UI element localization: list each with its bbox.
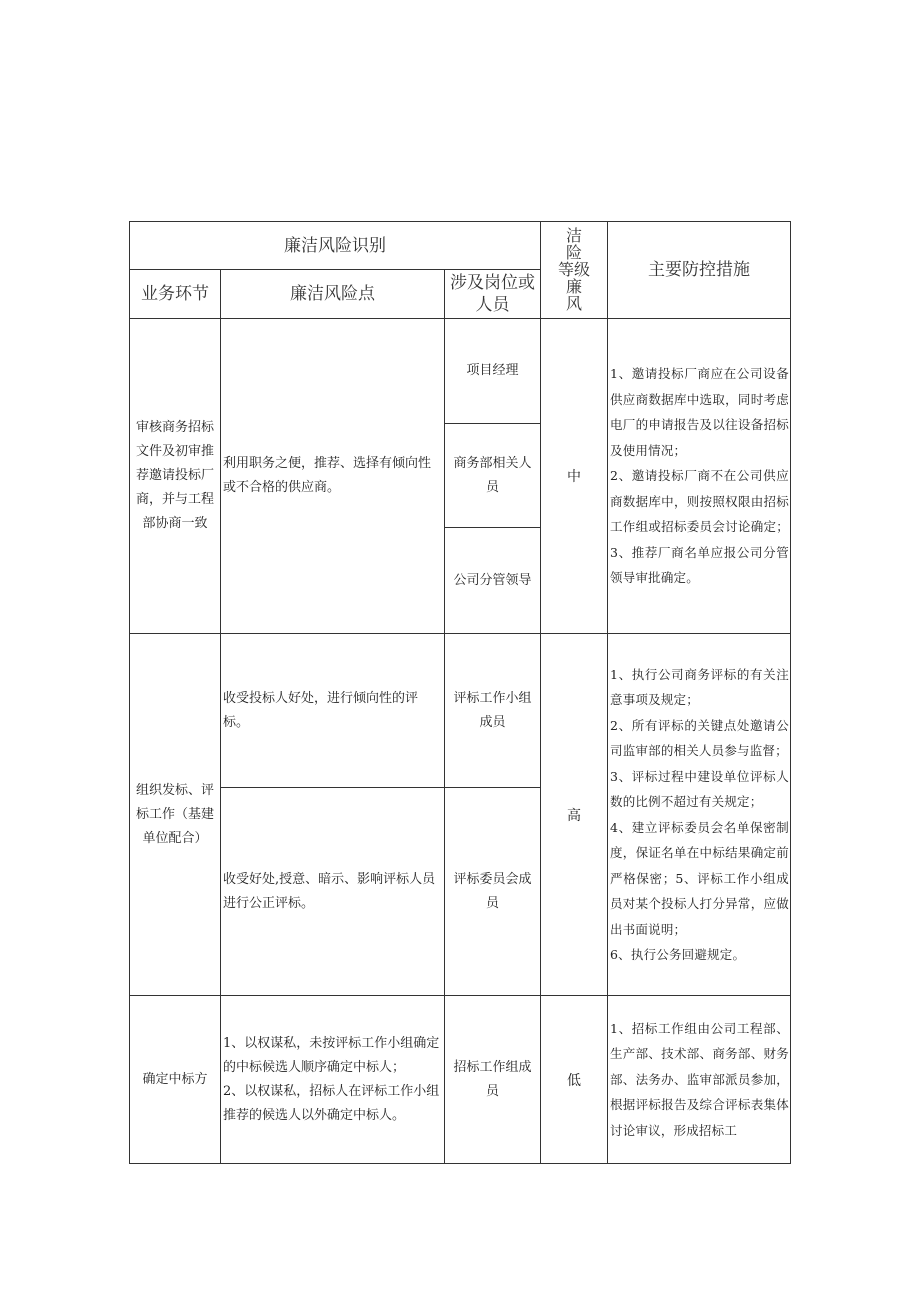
- measure-item: 4、建立评标委员会名单保密制度，保证名单在中标结果确定前严格保密；5、评标工作小组成员对某个投标人打分异常，应做出书面说明；: [610, 819, 790, 937]
- level-header-line: 等级: [558, 260, 591, 279]
- measures-cell: [608, 319, 791, 634]
- position-cell: 评标工作小组成员: [445, 634, 541, 788]
- level-header-line: 廉: [566, 277, 583, 296]
- header-group-title: 廉洁风险识别: [130, 222, 541, 270]
- business-step: 组织发标、评标工作（基建单位配合）: [130, 634, 221, 996]
- measure-item: 1、招标工作组由公司工程部、生产部、技术部、商务部、财务部、法务办、监审部派员参加，根据评标报告及综合评标表集体讨论审议，形成招标工: [610, 1020, 790, 1138]
- measures-cell: [608, 634, 791, 996]
- position-cell: 商务部相关人员: [445, 424, 541, 528]
- measure-item: 2、所有评标的关键点处邀请公司监审部的相关人员参与监督；: [610, 717, 790, 758]
- header-business: 业务环节: [130, 270, 221, 319]
- risk-point: [221, 996, 445, 1164]
- risk-line: 2、以权谋私，招标人在评标工作小组推荐的候选人以外确定中标人。: [223, 1083, 440, 1123]
- risk-table: [129, 221, 791, 1164]
- level-header-line: 洁: [566, 226, 583, 245]
- business-step: 审核商务招标文件及初审推荐邀请投标厂商，并与工程部协商一致: [130, 319, 221, 634]
- header-position: 涉及岗位或人员: [445, 270, 541, 319]
- risk-level: 高: [541, 634, 608, 996]
- header-measures: 主要防控措施: [608, 222, 791, 319]
- header-risk-level: [541, 222, 608, 319]
- position-cell: 项目经理: [445, 319, 541, 424]
- level-header-line: 风: [566, 294, 583, 313]
- risk-level: 低: [541, 996, 608, 1164]
- risk-point: 收受投标人好处，进行倾向性的评标。: [221, 634, 445, 788]
- measures-cell: [608, 996, 791, 1164]
- risk-line: 1、以权谋私，未按评标工作小组确定的中标候选人顺序确定中标人；: [223, 1035, 440, 1075]
- risk-point: 利用职务之便，推荐、选择有倾向性或不合格的供应商。: [221, 319, 445, 634]
- risk-level: 中: [541, 319, 608, 634]
- level-header-line: 险: [566, 243, 583, 262]
- business-step: 确定中标方: [130, 996, 221, 1164]
- header-risk-point: 廉洁风险点: [221, 270, 445, 319]
- measure-item: 1、执行公司商务评标的有关注意事项及规定；: [610, 666, 790, 707]
- measure-item: 1、邀请投标厂商应在公司设备供应商数据库中选取，同时考虑电厂的申请报告及以往设备招标及使用情况；: [610, 366, 790, 458]
- measure-item: 3、评标过程中建设单位评标人数的比例不超过有关规定；: [610, 768, 790, 809]
- measure-item: 6、执行公务回避规定。: [610, 947, 746, 962]
- measure-item: 2、邀请投标厂商不在公司供应商数据库中，则按照权限由招标工作组或招标委员会讨论确定；3、推荐厂商名单应报公司分管领导审批确定。: [610, 468, 790, 586]
- position-cell: 公司分管领导: [445, 528, 541, 634]
- position-cell: 招标工作组成员: [445, 996, 541, 1164]
- risk-point: 收受好处,授意、暗示、影响评标人员进行公正评标。: [221, 788, 445, 996]
- position-cell: 评标委员会成员: [445, 788, 541, 996]
